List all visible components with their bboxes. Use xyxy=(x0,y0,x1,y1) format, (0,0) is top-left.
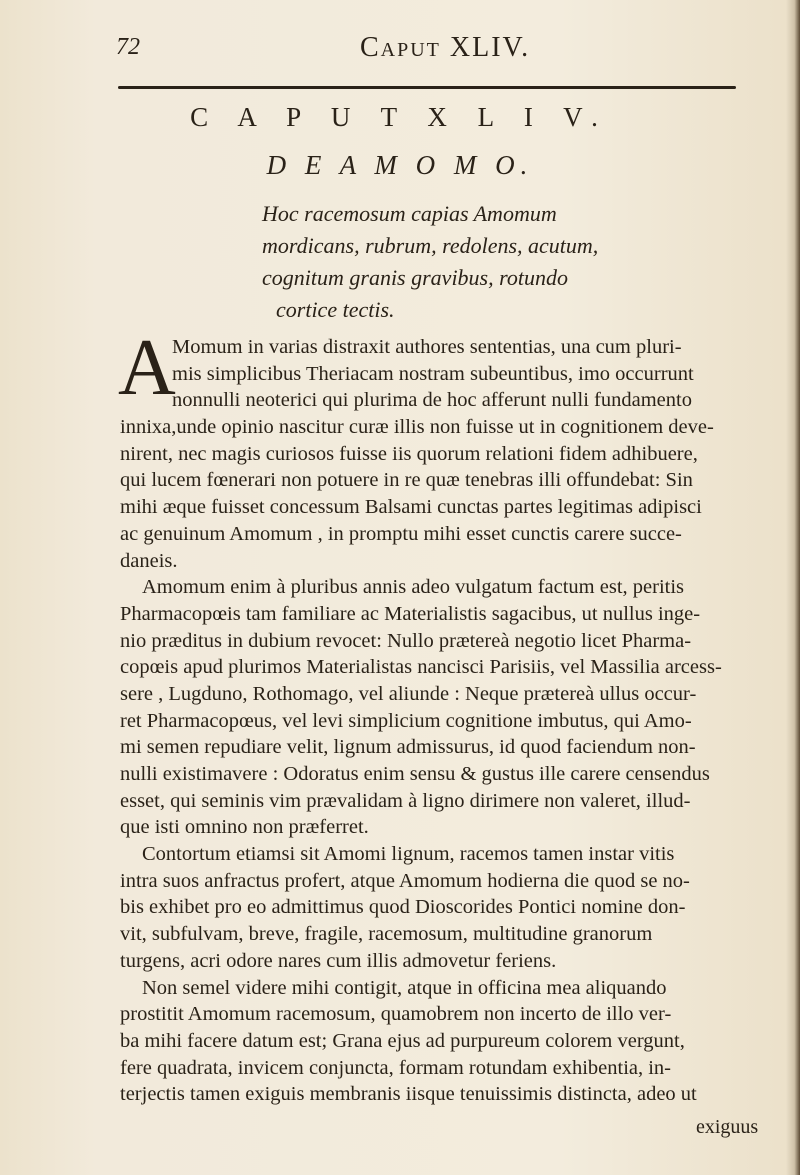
body-line: daneis. xyxy=(120,549,178,572)
body-line: mihi æque fuisset concessum Balsami cunctas partes legitimas adipisci xyxy=(120,496,702,519)
chapter-title: C A P U T X L I V. xyxy=(190,102,610,132)
body-text xyxy=(118,324,740,1108)
body-line: nulli existimavere : Odoratus enim sensu & gustus ille carere censendus xyxy=(120,763,710,785)
body-line: sere , Lugduno, Rothomago, vel aliunde : Neque prætereà ullus occur- xyxy=(120,682,697,705)
body-line: nonnulli neoterici qui plurima de hoc afferunt nulli fundamento xyxy=(172,389,692,412)
body-line: fere quadrata, invicem conjuncta, formam rotundam exhibentia, in- xyxy=(120,1056,672,1079)
body-line: intra suos anfractus profert, atque Amomum hodierna die quod se no- xyxy=(120,869,690,892)
body-line: ba mihi facere datum est; Grana ejus ad purpureum colorem vergunt, xyxy=(120,1029,685,1052)
body-line: Momum in varias distraxit authores sententias, una cum pluri- xyxy=(172,336,682,358)
body-line: terjectis tamen exiguis membranis iisque tenuissimis distincta, adeo ut xyxy=(120,1083,697,1106)
body-line: Contortum etiamsi sit Amomi lignum, racemos tamen instar vitis xyxy=(142,843,675,866)
subject-title: D E A M O M O. xyxy=(266,150,534,180)
body-line: Pharmacopœis tam familiare ac Materialistis sagacibus, ut nullus inge- xyxy=(120,602,701,625)
page-number: 72 xyxy=(116,34,140,60)
verse-line-1: Hoc racemosum capias Amomum xyxy=(262,201,557,226)
body-line: Amomum enim à pluribus annis adeo vulgatum factum est, peritis xyxy=(142,576,685,599)
body-line: innixa,unde opinio nascitur curæ illis non fuisse ut in cognitionem deve- xyxy=(120,416,714,439)
running-title: Caput XLIV. xyxy=(360,32,531,63)
verse-line-3: cognitum granis gravibus, rotundo xyxy=(262,265,568,290)
body-line: copœis apud plurimos Materialistas nancisci Parisiis, vel Massilia arcess- xyxy=(120,656,722,679)
running-head xyxy=(0,28,800,68)
catchword: exiguus xyxy=(696,1116,759,1138)
verse-line-4: cortice tectis. xyxy=(276,297,395,322)
body-line: qui lucem fœnerari non potuere in re quæ tenebras illi offundebat: Sin xyxy=(120,469,693,492)
body-line: que isti omnino non præferret. xyxy=(120,816,369,839)
body-line: ret Pharmacopœus, vel levi simplicium cognitione imbutus, qui Amo- xyxy=(120,709,692,732)
drop-cap: A xyxy=(118,324,176,412)
body-line: vit, subfulvam, breve, fragile, racemosum, multitudine granorum xyxy=(120,923,653,946)
body-line: ac genuinum Amomum , in promptu mihi esset cunctis carere succe- xyxy=(120,522,682,545)
body-line: Non semel videre mihi contigit, atque in officina mea aliquando xyxy=(142,976,667,999)
body-line: mis simplicibus Theriacam nostram subeuntibus, imo occurrunt xyxy=(172,362,694,385)
body-line: turgens, acri odore nares cum illis admovetur feriens. xyxy=(120,949,557,972)
body-line: nirent, nec magis curiosos fuisse iis quorum relationi fidem adhibuere, xyxy=(120,442,698,465)
verse-block xyxy=(262,198,702,326)
body-line: mi semen repudiare velit, lignum admissurus, id quod faciendum non- xyxy=(120,736,696,759)
body-line: nio præditus in dubium revocet: Nullo prætereà negotio licet Pharma- xyxy=(120,629,692,652)
body-line: bis exhibet pro eo admittimus quod Dioscorides Pontici nomine don- xyxy=(120,896,686,919)
body-line: prostitit Amomum racemosum, quamobrem non incerto de illo ver- xyxy=(120,1003,672,1026)
body-line: esset, qui seminis vim prævalidam à ligno dirimere non valeret, illud- xyxy=(120,789,691,812)
verse-line-2: mordicans, rubrum, redolens, acutum, xyxy=(262,233,599,258)
header-rule xyxy=(118,86,736,89)
